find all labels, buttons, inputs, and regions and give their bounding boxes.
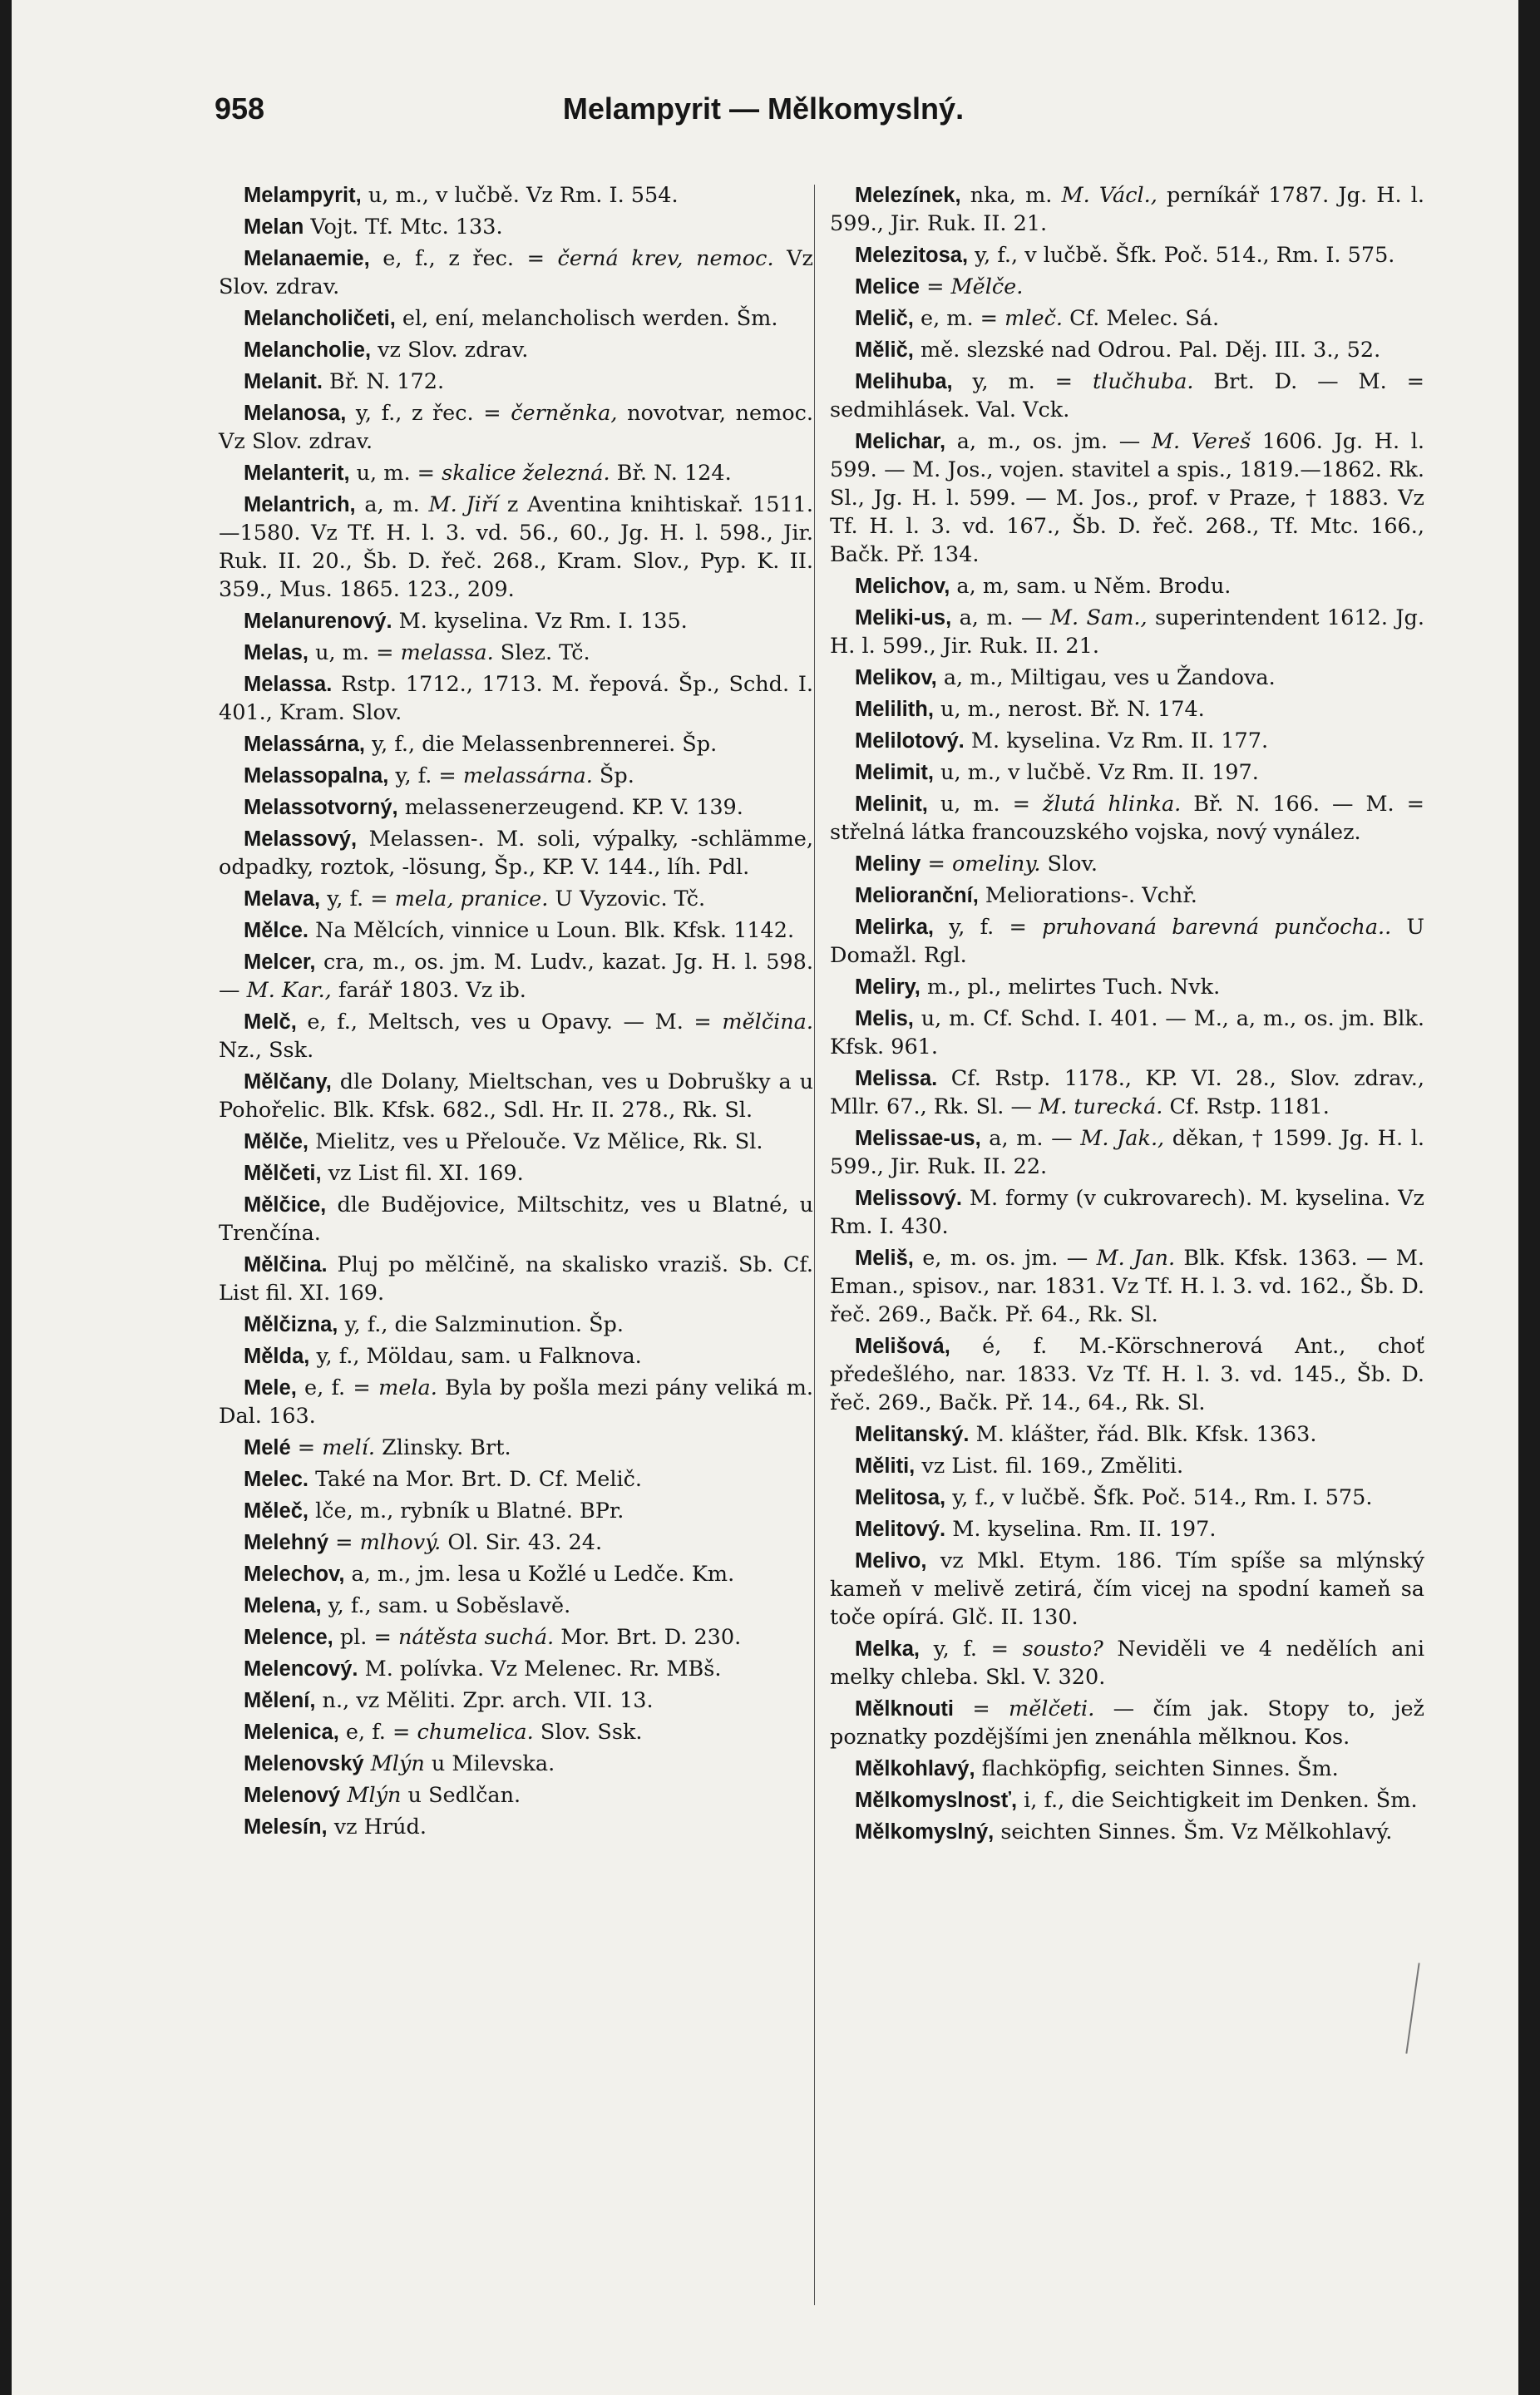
entry-headword: Melehný xyxy=(244,1531,329,1554)
scan-right-edge xyxy=(1518,0,1540,2395)
entry-text: e, m. = xyxy=(913,306,1005,331)
dictionary-entry xyxy=(830,850,1424,878)
dictionary-entry xyxy=(830,1818,1424,1846)
dictionary-entry xyxy=(219,1781,813,1810)
entry-text: e, f. = xyxy=(338,1720,417,1745)
entry-text-continued: Ol. Sir. 43. 24. xyxy=(441,1530,603,1555)
entry-text: cra, m., os. jm. M. Ludv., kazat. Jg. H. l. 598. — xyxy=(219,950,813,1003)
pencil-mark xyxy=(1405,1963,1419,2053)
entry-text: = xyxy=(954,1696,1009,1721)
entry-headword: Melitanský. xyxy=(855,1423,970,1446)
entry-text-continued: Cf. Melec. Sá. xyxy=(1062,306,1220,331)
entry-text: Bř. N. 172. xyxy=(322,369,445,394)
entry-headword: Melinit, xyxy=(855,793,928,816)
running-title: Melampyrit — Mělkomyslný. xyxy=(562,91,965,126)
entry-italic-gloss: M. Jiří xyxy=(428,492,499,517)
entry-text: y, f., die Salzminution. Šp. xyxy=(338,1312,624,1337)
entry-italic-gloss: mela. xyxy=(378,1375,437,1400)
entry-headword: Měliti, xyxy=(855,1454,916,1478)
entry-text: e, f., Meltsch, ves u Opavy. — M. = xyxy=(296,1010,723,1035)
entry-text-continued: Neviděli ve 4 nedělích ani melky chleba. Skl. V. 320. xyxy=(830,1637,1424,1690)
entry-headword: Melenový xyxy=(244,1784,341,1807)
entry-text-continued: Bř. N. 166. — M. = střelná látka francouzského vojska, nový vynález. xyxy=(830,792,1424,845)
entry-headword: Melenovský xyxy=(244,1752,364,1775)
entry-headword: Melanit. xyxy=(244,370,323,393)
entry-text: é, f. M.-Körschnerová Ant., choť předešlého, nar. 1833. Vz Tf. H. l. 3. vd. 145., Šb. D. řeč. 269., Bačk. Př. 14., 64., Rk. Sl. xyxy=(830,1334,1424,1415)
entry-text: u, m. = xyxy=(927,792,1043,817)
entry-text: M. polívka. Vz Melenec. Rr. MBš. xyxy=(358,1657,722,1681)
entry-text: e, f. = xyxy=(296,1375,379,1400)
entry-text: n., vz Měliti. Zpr. arch. VII. 13. xyxy=(315,1688,654,1713)
entry-headword: Mělení, xyxy=(244,1689,316,1712)
entry-text: dle Dolany, Mieltschan, ves u Dobrušky a u Pohořelic. Blk. Kfsk. 682., Sdl. Hr. II. 278., Rk. Sl. xyxy=(219,1069,813,1123)
entry-text: = xyxy=(921,852,952,877)
entry-text-continued: U Domažl. Rgl. xyxy=(830,915,1424,968)
entry-text: Vojt. Tf. Mtc. 133. xyxy=(304,215,503,240)
entry-headword: Melenica, xyxy=(244,1721,339,1744)
entry-text: a, m., jm. lesa u Kožlé u Ledče. Km. xyxy=(344,1562,735,1587)
entry-text: e, f., z řec. = xyxy=(369,246,558,271)
entry-italic-gloss: nátěsta suchá. xyxy=(398,1625,555,1650)
dictionary-entry xyxy=(219,244,813,301)
dictionary-entry xyxy=(219,793,813,822)
entry-text-continued: 1606. Jg. H. l. 599. — M. Jos., vojen. stavitel a spis., 1819.—1862. Rk. Sl., Jg. H. l. 599. — M. Jos., prof. v Praze, † 1883. Vz Tf. H. l. 3. vd. 167., Šb. D. řeč. 268., Tf. Mtc. 166., Bačk. Př. 134. xyxy=(830,429,1424,567)
entry-text: lče, m., rybník u Blatné. BPr. xyxy=(308,1499,624,1523)
entry-text: y, m. = xyxy=(952,369,1093,394)
entry-headword: Melioranční, xyxy=(855,884,979,907)
entry-text: Meliorations-. Vchř. xyxy=(978,883,1197,908)
entry-headword: Melence, xyxy=(244,1626,333,1649)
dictionary-entry xyxy=(219,1560,813,1588)
dictionary-entry xyxy=(219,639,813,667)
entry-headword: Melancholičeti, xyxy=(244,307,396,330)
entry-italic-gloss: mleč. xyxy=(1004,306,1063,331)
entry-text: y, f. = xyxy=(320,886,395,911)
entry-text: nka, m. xyxy=(960,183,1062,208)
entry-text: i, f., die Seichtigkeit im Denken. Šm. xyxy=(1017,1788,1418,1813)
entry-headword: Mělčizna, xyxy=(244,1313,338,1336)
entry-headword: Melč, xyxy=(244,1010,297,1034)
entry-headword: Melimit, xyxy=(855,761,934,784)
dictionary-entry xyxy=(219,1374,813,1430)
dictionary-entry xyxy=(219,1813,813,1841)
entry-headword: Mělknouti xyxy=(855,1697,954,1721)
entry-headword: Melé xyxy=(244,1436,291,1459)
dictionary-entry xyxy=(830,1124,1424,1181)
dictionary-entry xyxy=(830,1786,1424,1815)
entry-italic-gloss: M. Václ., xyxy=(1061,183,1157,208)
dictionary-entry xyxy=(219,1311,813,1339)
entry-text: a, m. xyxy=(355,492,429,517)
entry-text: = xyxy=(919,274,951,299)
entry-text: Také na Mor. Brt. D. Cf. Melič. xyxy=(308,1467,643,1492)
entry-italic-gloss: tlučhuba. xyxy=(1092,369,1194,394)
dictionary-entry xyxy=(830,913,1424,970)
entry-headword: Mělič, xyxy=(855,338,914,362)
entry-headword: Mělda, xyxy=(244,1345,310,1368)
entry-text: = xyxy=(290,1435,323,1460)
entry-italic-gloss: M. Jan. xyxy=(1096,1246,1176,1271)
entry-headword: Mělčany, xyxy=(244,1070,332,1094)
entry-headword: Melanaemie, xyxy=(244,247,370,270)
entry-text-continued: Bř. N. 124. xyxy=(610,461,732,486)
entry-text-continued: u Milevska. xyxy=(424,1751,555,1776)
column-divider xyxy=(814,185,815,2305)
dictionary-entry xyxy=(219,730,813,758)
dictionary-entry xyxy=(830,1244,1424,1329)
entry-text: y, f. = xyxy=(933,915,1043,940)
dictionary-entry xyxy=(830,1064,1424,1121)
entry-headword: Melampyrit, xyxy=(244,184,362,207)
dictionary-entry xyxy=(830,336,1424,364)
dictionary-entry xyxy=(830,1184,1424,1241)
entry-text: Pluj po mělčině, na skalisko vraziš. Sb. Cf. List fil. XI. 169. xyxy=(219,1252,813,1306)
dictionary-entry xyxy=(219,459,813,487)
entry-headword: Melice xyxy=(855,275,920,299)
entry-italic-gloss: omeliny. xyxy=(951,852,1041,877)
entry-italic-gloss: černá krev, nemoc. xyxy=(557,246,774,271)
dictionary-entry xyxy=(219,1655,813,1683)
dictionary-entry xyxy=(830,664,1424,692)
entry-headword: Meliš, xyxy=(855,1247,914,1270)
entry-headword: Mělce. xyxy=(244,919,308,942)
entry-headword: Melezínek, xyxy=(855,184,961,207)
dictionary-entry xyxy=(830,1635,1424,1691)
entry-headword: Melanosa, xyxy=(244,402,347,425)
dictionary-entry xyxy=(219,1528,813,1557)
entry-headword: Melivo, xyxy=(855,1549,927,1573)
dictionary-entry xyxy=(219,1465,813,1494)
entry-text: y, f. = xyxy=(919,1637,1023,1662)
entry-text-continued: Byla by pošla mezi pány veliká m. Dal. 163. xyxy=(219,1375,814,1429)
entry-headword: Melassárna, xyxy=(244,733,366,756)
entry-headword: Meliry, xyxy=(855,975,921,999)
entry-italic-gloss: melí. xyxy=(322,1435,375,1460)
entry-italic-gloss: pruhovaná barevná punčocha.. xyxy=(1042,915,1392,940)
entry-text: y, f., v lučbě. Šfk. Poč. 514., Rm. I. 575. xyxy=(968,243,1395,268)
dictionary-entry xyxy=(830,304,1424,333)
dictionary-entry xyxy=(830,758,1424,787)
entry-headword: Melezitosa, xyxy=(855,244,969,267)
entry-headword: Melissa. xyxy=(855,1067,938,1090)
entry-text: a, m. — xyxy=(951,605,1050,630)
entry-italic-gloss: mlhový. xyxy=(359,1530,442,1555)
entry-headword: Melesín, xyxy=(244,1815,328,1839)
entry-text: vz List. fil. 169., Změliti. xyxy=(915,1454,1184,1479)
entry-headword: Melis, xyxy=(855,1007,914,1030)
entry-text xyxy=(364,1751,371,1776)
entry-headword: Melassa. xyxy=(244,673,333,696)
entry-text-continued: superintendent 1612. Jg. H. l. 599., Jir. Ruk. II. 21. xyxy=(830,605,1424,659)
entry-text: Melassen-. M. soli, výpalky, -schlämme, odpadky, roztok, -lösung, Šp., KP. V. 144., líh. Pdl. xyxy=(219,827,813,880)
entry-italic-gloss: melassárna. xyxy=(462,763,593,788)
page-header xyxy=(215,91,1312,141)
entry-headword: Melencový. xyxy=(244,1657,358,1681)
entry-text-continued: Vz Slov. zdrav. xyxy=(219,246,813,299)
entry-text: y, f., sam. u Soběslavě. xyxy=(321,1593,571,1618)
entry-italic-gloss: melassa. xyxy=(400,640,494,665)
entry-headword: Melka, xyxy=(855,1637,920,1661)
entry-text: el, ení, melancholisch werden. Šm. xyxy=(395,306,778,331)
dictionary-entry xyxy=(219,670,813,727)
entry-text-continued: Šp. xyxy=(592,763,634,788)
dictionary-entry xyxy=(219,213,813,241)
entry-text: u, m., v lučbě. Vz Rm. II. 197. xyxy=(933,760,1259,785)
dictionary-entry xyxy=(830,1332,1424,1417)
dictionary-entry xyxy=(219,1251,813,1307)
dictionary-entry xyxy=(830,1484,1424,1512)
dictionary-entry xyxy=(830,241,1424,269)
entry-text: flachköpfig, seichten Sinnes. Šm. xyxy=(975,1756,1339,1781)
entry-italic-gloss: M. Vereš xyxy=(1151,429,1251,454)
entry-text-continued: perníkář 1787. Jg. H. l. 599., Jir. Ruk. II. 21. xyxy=(830,183,1424,236)
dictionary-entry xyxy=(219,1342,813,1370)
dictionary-entry xyxy=(219,304,813,333)
entry-headword: Melassový, xyxy=(244,827,358,851)
entry-text-continued: novotvar, nemoc. Vz Slov. zdrav. xyxy=(219,401,813,454)
entry-text-continued: Blk. Kfsk. 1363. — M. Eman., spisov., nar. 1831. Vz Tf. H. l. 3. vd. 162., Šb. D. řeč. 269., Bačk. Př. 64., Rk. Sl. xyxy=(830,1246,1424,1327)
dictionary-entry xyxy=(219,1592,813,1620)
dictionary-entry xyxy=(219,1718,813,1746)
entry-text: dle Budějovice, Miltschitz, ves u Blatné, u Trenčína. xyxy=(219,1193,813,1246)
right-column xyxy=(830,181,1424,1849)
entry-headword: Melitový. xyxy=(855,1518,946,1541)
entry-text: Rstp. 1712., 1713. M. řepová. Šp., Schd. I. 401., Kram. Slov. xyxy=(219,672,813,725)
entry-text: M. kyselina. Rm. II. 197. xyxy=(945,1517,1217,1542)
dictionary-entry xyxy=(830,1452,1424,1480)
entry-headword: Měleč, xyxy=(244,1499,308,1523)
entry-italic-gloss: žlutá hlinka. xyxy=(1042,792,1182,817)
entry-headword: Melena, xyxy=(244,1594,322,1617)
entry-italic-gloss: chumelica. xyxy=(417,1720,534,1745)
entry-text: a, m., Miltigau, ves u Žandova. xyxy=(936,665,1276,690)
entry-headword: Melan xyxy=(244,215,304,239)
dictionary-entry xyxy=(219,368,813,396)
dictionary-entry xyxy=(830,1695,1424,1751)
entry-text: y, f., Möldau, sam. u Falknova. xyxy=(309,1344,642,1369)
entry-text: u, m. = xyxy=(349,461,442,486)
entry-headword: Melec. xyxy=(244,1468,308,1491)
entry-italic-gloss: černěnka, xyxy=(511,401,618,426)
entry-headword: Melava, xyxy=(244,887,321,911)
entry-text: a, m. — xyxy=(980,1126,1081,1151)
dictionary-entry xyxy=(219,1750,813,1778)
entry-text-continued: Nz., Ssk. xyxy=(219,1038,314,1063)
dictionary-entry xyxy=(219,916,813,945)
entry-headword: Melanterit, xyxy=(244,462,350,485)
entry-italic-gloss: M. Kar., xyxy=(246,978,332,1003)
entry-text-continued: Brt. D. — M. = sedmihlásek. Val. Vck. xyxy=(830,369,1424,422)
entry-text: = xyxy=(328,1530,360,1555)
entry-text: melassenerzeugend. KP. V. 139. xyxy=(397,795,743,820)
entry-italic-gloss: M. Sam., xyxy=(1049,605,1148,630)
entry-text: u, m., v lučbě. Vz Rm. I. 554. xyxy=(361,183,679,208)
entry-text: seichten Sinnes. Šm. Vz Mělkohlavý. xyxy=(994,1820,1393,1844)
entry-headword: Mělkohlavý, xyxy=(855,1757,975,1780)
dictionary-entry xyxy=(830,790,1424,847)
entry-text: y, f., die Melassenbrennerei. Šp. xyxy=(365,732,718,757)
entry-headword: Melirka, xyxy=(855,916,934,939)
entry-italic-gloss: skalice železná. xyxy=(442,461,610,486)
dictionary-entry xyxy=(219,1623,813,1652)
left-column xyxy=(219,181,813,1844)
entry-headword: Melassopalna, xyxy=(244,764,389,788)
entry-italic-gloss: mela, pranice. xyxy=(394,886,549,911)
entry-text: u, m., nerost. Bř. N. 174. xyxy=(933,697,1205,722)
entry-italic-gloss: sousto? xyxy=(1022,1637,1103,1662)
entry-headword: Melihuba, xyxy=(855,370,953,393)
entry-headword: Mělčeti, xyxy=(244,1162,322,1185)
dictionary-entry xyxy=(219,885,813,913)
entry-text: vz List fil. XI. 169. xyxy=(321,1161,524,1186)
entry-text: y, f., z řec. = xyxy=(346,401,511,426)
dictionary-entry xyxy=(219,948,813,1005)
entry-italic-gloss: mělčina. xyxy=(722,1010,813,1035)
entry-headword: Mělkomyslnosť, xyxy=(855,1789,1018,1812)
dictionary-entry xyxy=(830,881,1424,910)
dictionary-entry xyxy=(219,1497,813,1525)
entry-headword: Melissový. xyxy=(855,1187,962,1210)
dictionary-entry xyxy=(830,973,1424,1001)
entry-text-continued: z Aventina knihtiskař. 1511.—1580. Vz Tf. H. l. 3. vd. 56., 60., Jg. H. l. 598., Jir. Ruk. II. 20., Šb. D. řeč. 268., Kram. Slov., Pyp. K. II. 359., Mus. 1865. 123., 209. xyxy=(219,492,813,602)
entry-text: m., pl., melirtes Tuch. Nvk. xyxy=(920,975,1221,1000)
entry-headword: Melas, xyxy=(244,641,308,664)
entry-headword: Melissae-us, xyxy=(855,1127,981,1150)
dictionary-entry xyxy=(219,1686,813,1715)
entry-headword: Melilotový. xyxy=(855,729,965,753)
dictionary-entry xyxy=(830,572,1424,600)
entry-text-continued: Slez. Tč. xyxy=(493,640,590,665)
entry-headword: Melantrich, xyxy=(244,493,356,516)
entry-text-continued: U Vyzovic. Tč. xyxy=(548,886,706,911)
dictionary-entry xyxy=(830,427,1424,569)
entry-text-continued: — čím jak. Stopy to, jež poznatky pozdějšími jen znenáhla mělknou. Kos. xyxy=(830,1696,1424,1750)
entry-text-continued: Slov. xyxy=(1040,852,1098,877)
entry-text-continued: děkan, † 1599. Jg. H. l. 599., Jir. Ruk. II. 22. xyxy=(830,1126,1424,1179)
entry-headword: Melič, xyxy=(855,307,914,330)
entry-italic-gloss: mělčeti. xyxy=(1009,1696,1095,1721)
page-number: 958 xyxy=(215,91,265,126)
entry-text: a, m., os. jm. — xyxy=(945,429,1152,454)
entry-text: M. klášter, řád. Blk. Kfsk. 1363. xyxy=(969,1422,1317,1447)
entry-italic-gloss: Mělče. xyxy=(950,274,1024,299)
dictionary-entry xyxy=(219,1434,813,1462)
entry-text-continued: Zlinsky. Brt. xyxy=(374,1435,511,1460)
dictionary-entry xyxy=(219,825,813,881)
dictionary-entry xyxy=(830,181,1424,238)
entry-text: Na Mělcích, vinnice u Loun. Blk. Kfsk. 1142. xyxy=(308,918,795,943)
entry-text: e, m. os. jm. — xyxy=(913,1246,1097,1271)
entry-text-continued: Slov. Ssk. xyxy=(533,1720,643,1745)
dictionary-entry xyxy=(219,491,813,604)
entry-headword: Mele, xyxy=(244,1376,297,1400)
entry-text: M. formy (v cukrovarech). M. kyselina. Vz Rm. I. 430. xyxy=(830,1186,1424,1239)
entry-text: vz Hrúd. xyxy=(327,1815,427,1839)
entry-headword: Mělkomyslný, xyxy=(855,1820,995,1844)
entry-headword: Mělče, xyxy=(244,1130,308,1153)
dictionary-entry xyxy=(219,607,813,635)
dictionary-entry xyxy=(830,1515,1424,1543)
entry-headword: Melanurenový. xyxy=(244,610,392,633)
dictionary-entry xyxy=(219,336,813,364)
entry-headword: Melikov, xyxy=(855,666,937,689)
dictionary-entry xyxy=(219,399,813,456)
entry-text: Mielitz, ves u Přelouče. Vz Mělice, Rk. Sl. xyxy=(308,1129,763,1154)
entry-text: M. kyselina. Vz Rm. II. 177. xyxy=(964,728,1269,753)
entry-headword: Melancholie, xyxy=(244,338,372,362)
dictionary-entry xyxy=(830,695,1424,723)
dictionary-entry xyxy=(219,1128,813,1156)
entry-headword: Mělčice, xyxy=(244,1193,327,1217)
entry-headword: Mělčina. xyxy=(244,1253,328,1277)
entry-text-continued: Cf. Rstp. 1181. xyxy=(1162,1094,1330,1119)
entry-headword: Melichar, xyxy=(855,430,946,453)
entry-headword: Melcer, xyxy=(244,951,316,974)
entry-italic-gloss: Mlýn xyxy=(370,1751,425,1776)
dictionary-entry xyxy=(219,762,813,790)
entry-text: a, m, sam. u Něm. Brodu. xyxy=(950,574,1232,599)
entry-headword: Melassotvorný, xyxy=(244,796,398,819)
entry-headword: Melišová, xyxy=(855,1335,950,1358)
dictionary-entry xyxy=(830,1755,1424,1783)
entry-headword: Meliki-us, xyxy=(855,606,952,630)
dictionary-entry xyxy=(830,1005,1424,1061)
entry-text: Cf. Rstp. 1178., KP. VI. 28., Slov. zdrav., Mllr. 67., Rk. Sl. — xyxy=(830,1066,1424,1119)
entry-text: u, m. Cf. Schd. I. 401. — M., a, m., os. jm. Blk. Kfsk. 961. xyxy=(830,1006,1424,1059)
entry-text: M. kyselina. Vz Rm. I. 135. xyxy=(392,609,688,634)
dictionary-entry xyxy=(830,604,1424,660)
dictionary-entry xyxy=(219,181,813,210)
entry-headword: Melichov, xyxy=(855,575,950,598)
entry-text: y, f., v lučbě. Šfk. Poč. 514., Rm. I. 575. xyxy=(945,1485,1373,1510)
entry-headword: Melilith, xyxy=(855,698,934,721)
entry-headword: Melechov, xyxy=(244,1563,345,1586)
dictionary-entry xyxy=(830,368,1424,424)
dictionary-entry xyxy=(830,1547,1424,1632)
dictionary-entry xyxy=(219,1159,813,1188)
scan-left-edge xyxy=(0,0,12,2395)
entry-italic-gloss: M. turecká. xyxy=(1039,1094,1163,1119)
entry-headword: Melitosa, xyxy=(855,1486,946,1509)
entry-text: y, f. = xyxy=(388,763,463,788)
entry-text: u, m. = xyxy=(308,640,401,665)
dictionary-entry xyxy=(219,1068,813,1124)
entry-text: vz Mkl. Etym. 186. Tím spíše sa mlýnský kameň v melivě zetirá, čím vicej na spodní kameň sa toče opírá. Glč. II. 130. xyxy=(830,1548,1424,1630)
entry-text-continued: Mor. Brt. D. 230. xyxy=(554,1625,742,1650)
dictionary-entry xyxy=(219,1008,813,1064)
dictionary-entry xyxy=(830,1420,1424,1449)
dictionary-entry xyxy=(830,273,1424,301)
dictionary-entry xyxy=(219,1191,813,1247)
entry-headword: Meliny xyxy=(855,852,921,876)
entry-text-continued: u Sedlčan. xyxy=(401,1783,521,1808)
entry-italic-gloss: Mlýn xyxy=(347,1783,402,1808)
entry-text: pl. = xyxy=(333,1625,398,1650)
entry-text: vz Slov. zdrav. xyxy=(371,338,529,363)
entry-text-continued: farář 1803. Vz ib. xyxy=(331,978,526,1003)
dictionary-entry xyxy=(830,727,1424,755)
entry-italic-gloss: M. Jak., xyxy=(1080,1126,1165,1151)
entry-text: mě. slezské nad Odrou. Pal. Děj. III. 3., 52. xyxy=(913,338,1381,363)
